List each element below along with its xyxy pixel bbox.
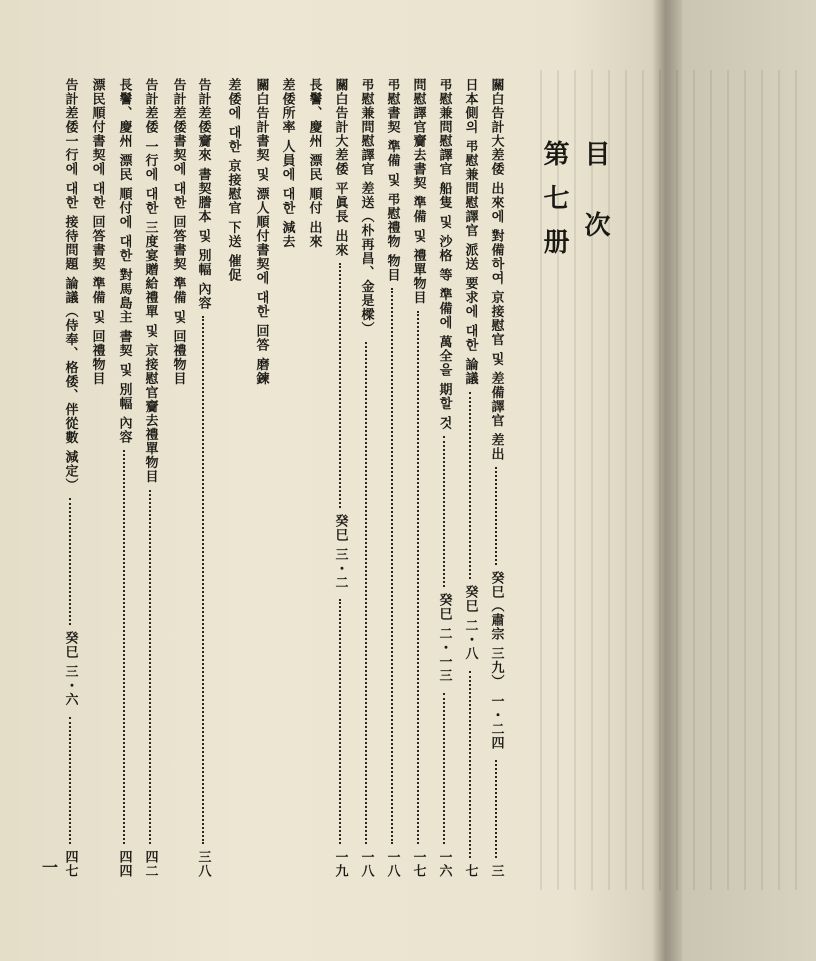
toc-entry xyxy=(250,78,272,878)
toc-entry-title: 長鬐、慶州 漂民 順付에 대한 對馬島主 書契 및 別幅 內容 xyxy=(116,78,132,445)
toc-entry-title: 告計差倭書契에 대한 回答書契 準備 및 回禮物目 xyxy=(170,78,186,386)
toc-entry-date: 癸巳 二・一三 xyxy=(436,593,452,683)
toc-title: 目 次 xyxy=(580,140,610,256)
toc-leader-dots xyxy=(443,693,445,844)
toc-leader-dots xyxy=(69,498,71,625)
toc-entry xyxy=(407,78,429,878)
toc-entry-title: 差倭所率 人員에 대한 減去 xyxy=(279,78,295,249)
toc-leader-dots xyxy=(391,288,393,844)
toc-entry-title: 關白告計大差倭 平眞長 出來 xyxy=(332,78,348,258)
toc-entry xyxy=(86,78,108,878)
toc-page-number: 一八 xyxy=(384,850,400,878)
toc-entry xyxy=(433,78,455,878)
toc-leader-dots xyxy=(123,450,125,844)
toc-entry-title: 弔慰兼問慰譯官 差送（朴再昌、金是樑） xyxy=(358,78,374,336)
toc-entry xyxy=(303,78,325,878)
toc-entry-title: 差倭에 대한 京接慰官 下送 催促 xyxy=(225,78,241,283)
toc-entry-date: 癸巳 三・六 xyxy=(62,631,78,707)
toc-leader-dots xyxy=(469,671,471,858)
toc-leader-dots xyxy=(365,342,367,844)
toc-leader-dots xyxy=(443,436,445,587)
toc-entry-title: 長鬐、慶州 漂民 順付 出來 xyxy=(306,78,322,249)
toc-page-number: 三 xyxy=(488,864,504,878)
toc-entry-title: 問慰譯官齎去書契 準備 및 禮單物目 xyxy=(410,78,426,305)
toc-entry xyxy=(192,78,214,878)
toc-entry xyxy=(485,78,507,878)
toc-page-number: 四四 xyxy=(116,850,132,878)
toc-leader-dots xyxy=(202,316,204,844)
toc-entry-title: 告計差倭 一行에 대한 三度宴贈給禮單 및 京接慰官齎去禮單物目 xyxy=(142,78,158,484)
toc-page-number: 三八 xyxy=(195,850,211,878)
toc-leader-dots xyxy=(339,263,341,508)
toc-entry xyxy=(59,78,81,878)
toc-entry-title: 告計差倭一行에 대한 接待問題 論議（侍奉、格倭、伴從數 減定） xyxy=(62,78,78,493)
toc-entry xyxy=(355,78,377,878)
toc-entry xyxy=(381,78,403,878)
toc-entry-title: 告計差倭齎來 書契謄本 및 別幅 內容 xyxy=(195,78,211,311)
toc-leader-dots xyxy=(69,717,71,844)
toc-entry xyxy=(222,78,244,878)
toc-entry-date: 癸巳（肅宗 三九） 一・二四 xyxy=(488,571,504,751)
toc-entry xyxy=(329,78,351,878)
toc-entry-title: 弔慰書契 準備 및 弔慰禮物 物目 xyxy=(384,78,400,283)
toc-leader-dots xyxy=(469,392,471,579)
toc-leader-dots xyxy=(339,599,341,844)
toc-leader-dots xyxy=(495,760,497,858)
toc-entry xyxy=(276,78,298,878)
toc-entry xyxy=(139,78,161,878)
toc-leader-dots xyxy=(495,467,497,565)
toc-leader-dots xyxy=(417,311,419,844)
toc-entry-title: 日本側의 弔慰兼問慰譯官 派送 要求에 대한 論議 xyxy=(462,78,478,386)
toc-page-number: 一九 xyxy=(332,850,348,878)
toc-page-number: 一七 xyxy=(410,850,426,878)
toc-entry-title: 弔慰兼問慰譯官 船隻 및 沙格 等 準備에 萬全을 期할 것 xyxy=(436,78,452,431)
toc-page-number: 七 xyxy=(462,864,478,879)
toc-page-number: 四二 xyxy=(142,850,158,878)
page-folio: 一 xyxy=(42,858,59,877)
toc-entry-title: 關白告計大差倭 出來에 對備하여 京接慰官 및 差備譯官 差出 xyxy=(488,78,504,462)
toc-entry-date: 癸巳 三・二 xyxy=(332,513,348,590)
toc-leader-dots xyxy=(149,490,151,844)
toc-entry-title: 關白告計書契 및 漂人順付書契에 대한 回答 磨鍊 xyxy=(253,78,269,386)
toc-entry xyxy=(459,78,481,878)
toc-page-number: 四七 xyxy=(62,850,78,879)
book-gutter xyxy=(652,0,682,961)
toc-page-number: 一八 xyxy=(358,850,374,878)
toc-entry xyxy=(113,78,135,878)
volume-title: 第七册 xyxy=(539,140,569,272)
toc-entry-title: 漂民順付書契에 대한 回答書契 準備 및 回禮物目 xyxy=(89,78,105,386)
toc-entry xyxy=(167,78,189,878)
toc-entry-date: 癸巳 二・八 xyxy=(462,585,478,661)
toc-page-number: 一六 xyxy=(436,850,452,878)
